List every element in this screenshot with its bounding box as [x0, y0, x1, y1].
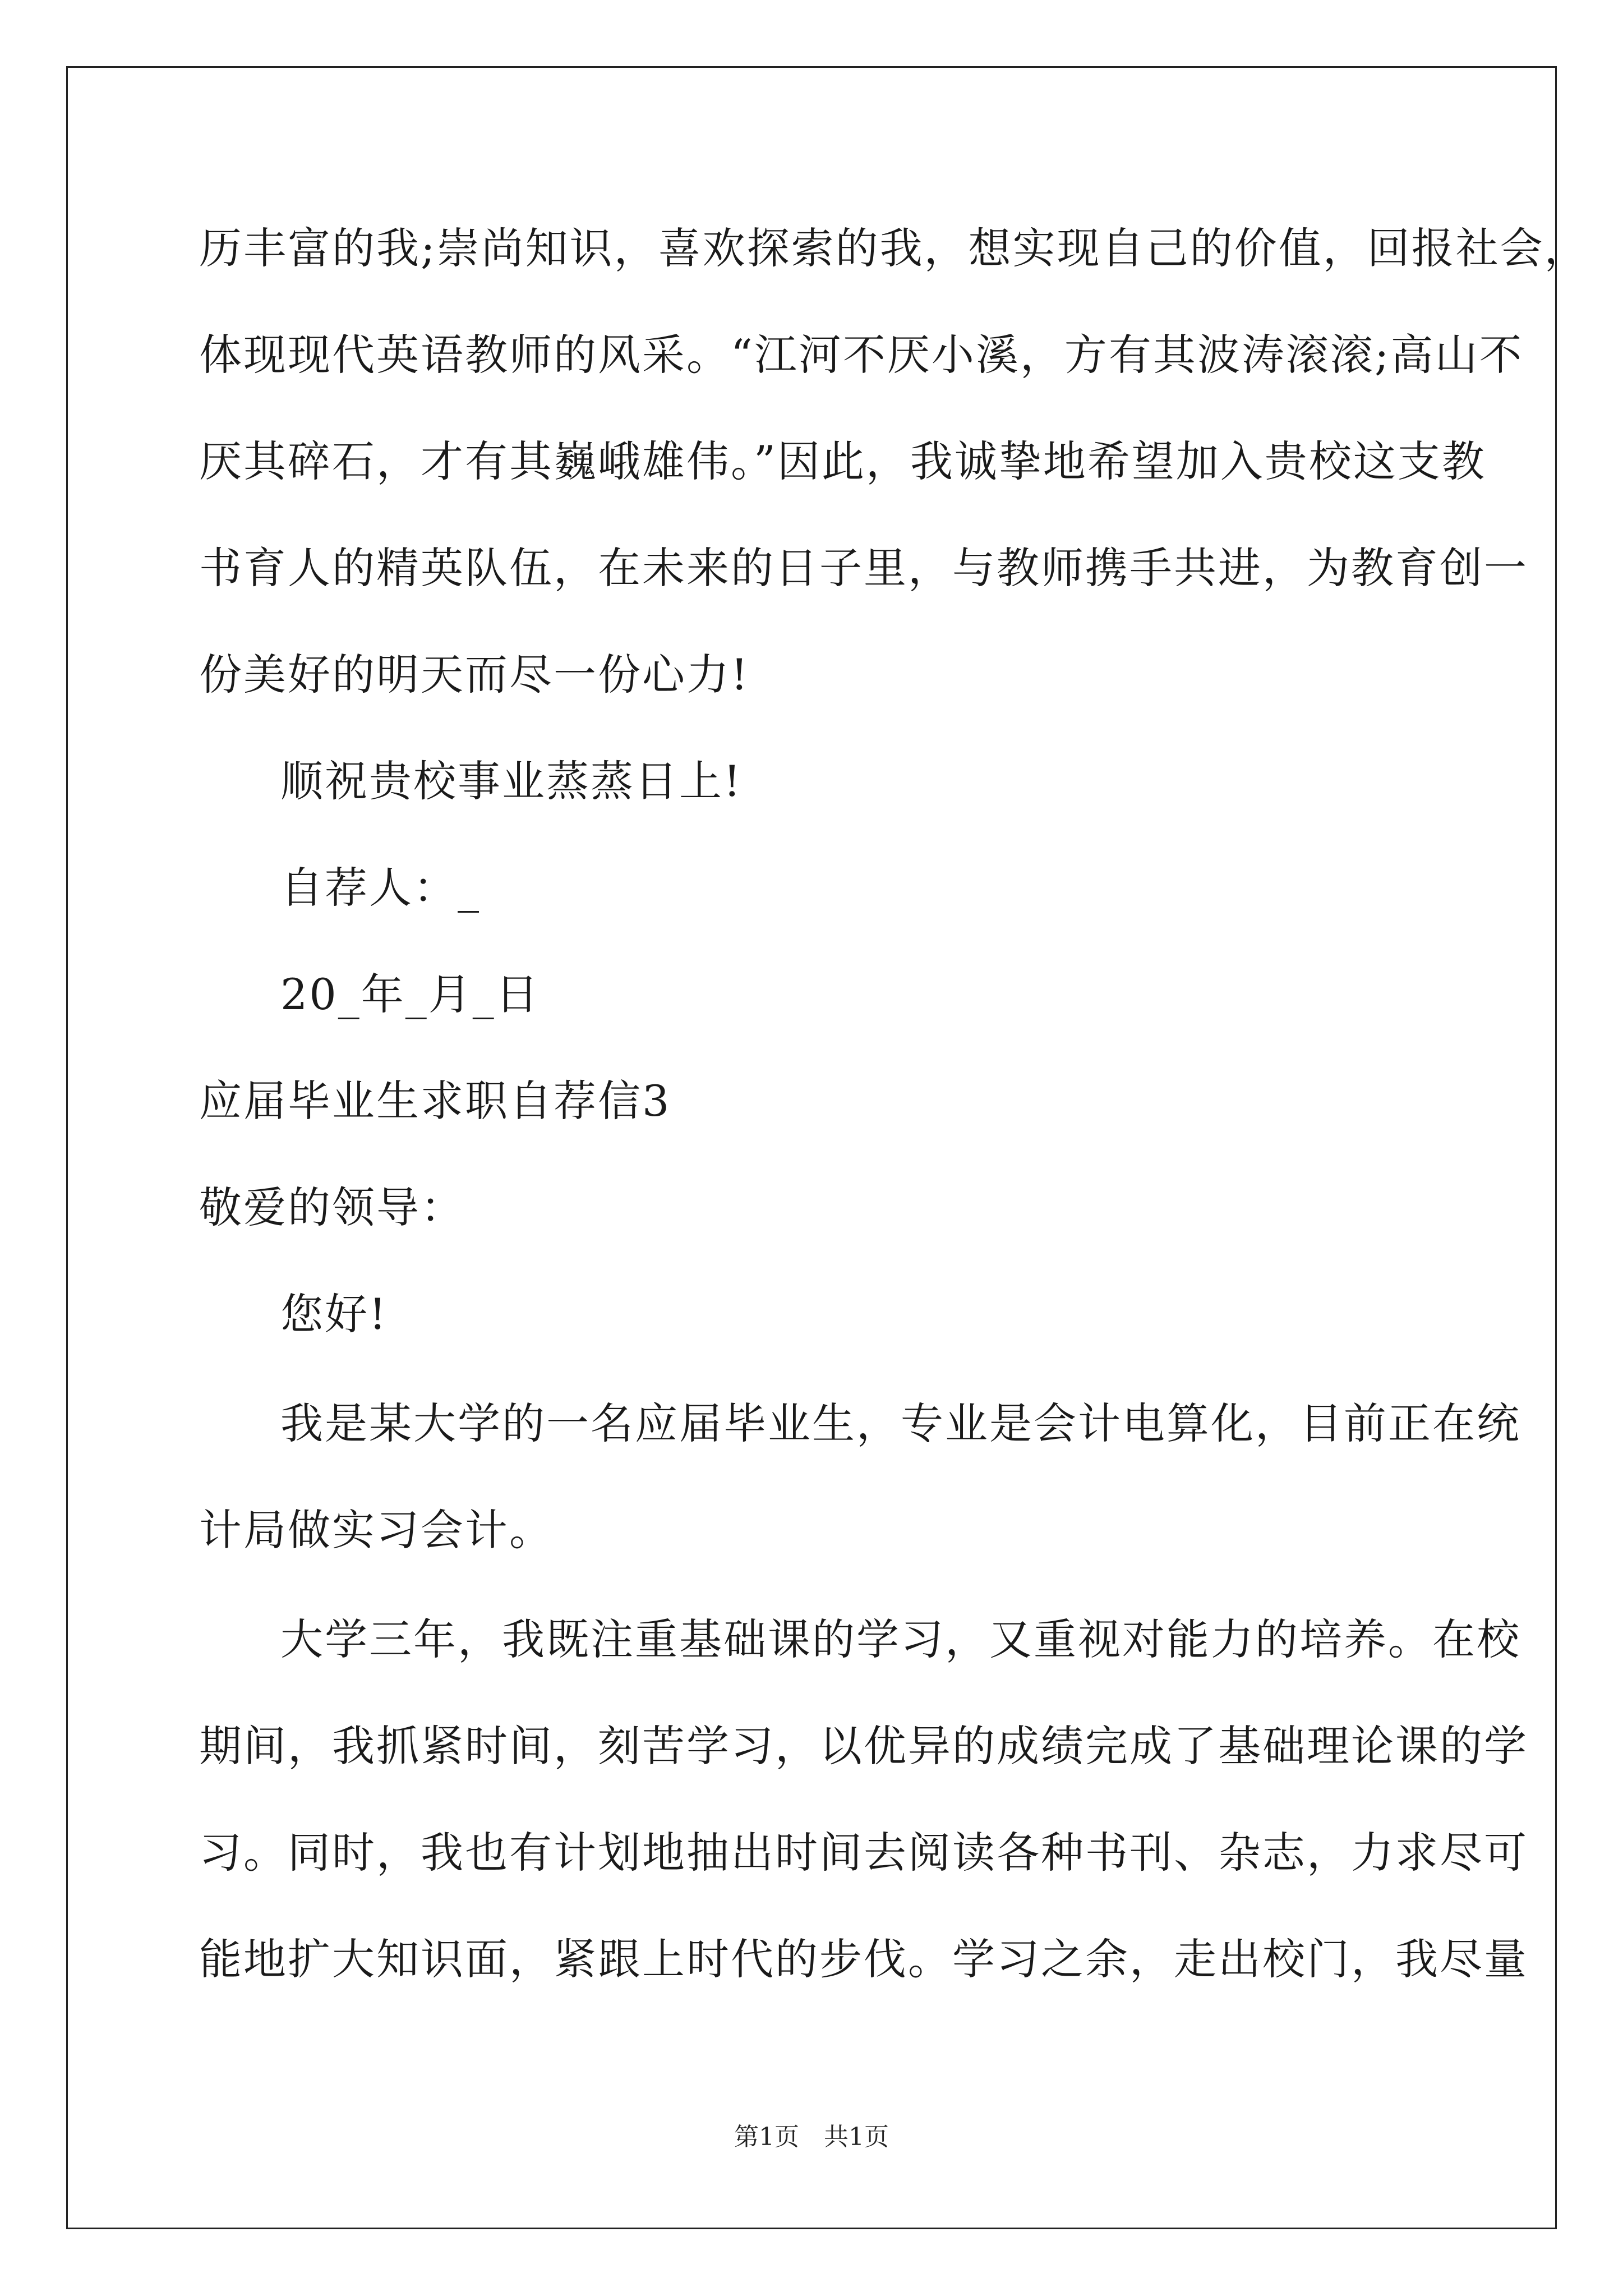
- text-line: 份美好的明天而尽一份心力!: [199, 650, 750, 700]
- page-border: [66, 66, 1557, 2229]
- text-line: 我是某大学的一名应届毕业生，专业是会计电算化，目前正在统: [280, 1398, 1521, 1448]
- text-line: 书育人的精英队伍，在未来的日子里，与教师携手共进，为教育创一: [199, 543, 1528, 593]
- text-line: 历丰富的我;崇尚知识，喜欢探索的我，想实现自己的价值，回报社会，: [199, 223, 1589, 273]
- text-line: 大学三年，我既注重基础课的学习，又重视对能力的培养。在校: [280, 1614, 1521, 1664]
- text-line: 体现现代英语教师的风采。“江河不厌小溪，方有其波涛滚滚;高山不: [199, 330, 1524, 380]
- page-number-footer: 第1页 共1页: [734, 2123, 889, 2151]
- salutation: 敬爱的领导：: [199, 1182, 465, 1232]
- closing-wish: 顺祝贵校事业蒸蒸日上!: [280, 756, 743, 806]
- text-line: 习。同时，我也有计划地抽出时间去阅读各种书刊、杂志，力求尽可: [199, 1828, 1528, 1878]
- date-line: 20_年_月_日: [280, 969, 540, 1019]
- section-heading: 应届毕业生求职自荐信3: [199, 1076, 671, 1126]
- greeting: 您好!: [280, 1289, 388, 1339]
- text-line: 厌其碎石，才有其巍峨雄伟。”因此，我诚挚地希望加入贵校这支教: [199, 436, 1486, 486]
- text-line: 能地扩大知识面，紧跟上时代的步伐。学习之余，走出校门，我尽量: [199, 1934, 1528, 1984]
- text-line: 计局做实习会计。: [199, 1505, 554, 1555]
- text-line: 期间，我抓紧时间，刻苦学习，以优异的成绩完成了基础理论课的学: [199, 1721, 1528, 1771]
- signature-line: 自荐人：_: [280, 863, 481, 913]
